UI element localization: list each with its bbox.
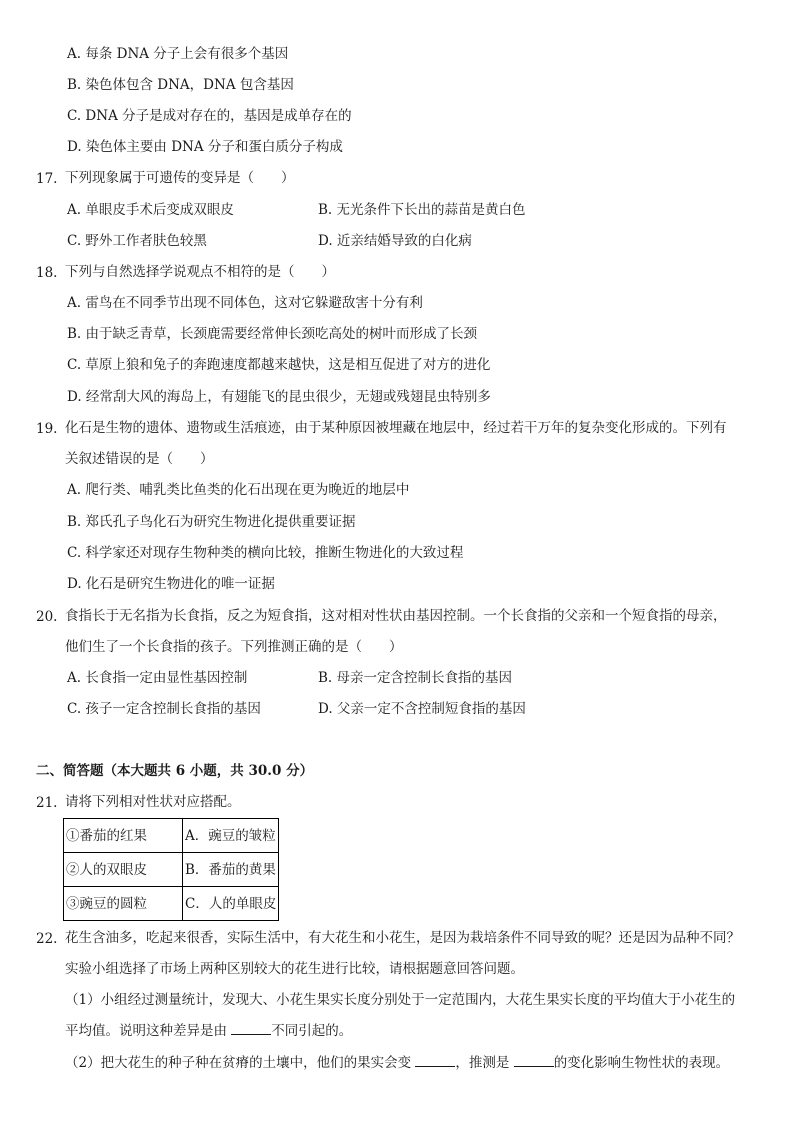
q22-part2-line (65, 1054, 729, 1072)
q20-number: 20. (36, 609, 58, 625)
q20-option-c: C. 孩子一定含控制长食指的基因 (67, 701, 261, 717)
q22-part1-line2 (65, 1022, 352, 1040)
q17-option-b: B. 无光条件下长出的蒜苗是黄白色 (318, 202, 526, 218)
q22-part2-text-c: 的变化影响生物性状的表现。 (553, 1055, 730, 1071)
q17-number: 17. (36, 171, 58, 187)
q18-option-a: A. 雷鸟在不同季节出现不同体色，这对它躲避敌害十分有利 (67, 295, 423, 311)
matching-table (63, 818, 279, 921)
q22-stem-line1: 花生含油多，吃起来很香，实际生活中，有大花生和小花生，是因为栽培条件不同导致的呢？还是因为品种不同？ (65, 930, 740, 946)
q18-option-d: D. 经常刮大风的海岛上，有翅能飞的昆虫很少，无翅或残翅昆虫特别多 (67, 389, 491, 405)
table-cell: ③豌豆的圆粒 (64, 887, 183, 921)
q17-option-c: C. 野外工作者肤色较黑 (67, 233, 207, 249)
q18-number: 18. (36, 265, 58, 281)
q22-part1-line1: （1）小组经过测量统计，发现大、小花生果实长度分别处于一定范围内，大花生果实长度的平均值大于小花生的 (65, 992, 736, 1008)
answer-blank[interactable] (231, 1022, 271, 1035)
q20-stem-line1: 食指长于无名指为长食指，反之为短食指，这对相对性状由基因控制。一个长食指的父亲和一个短食指的母亲， (65, 608, 727, 624)
table-cell: ①番茄的红果 (64, 819, 183, 853)
q16-option-c: C. DNA 分子是成对存在的，基因是成单存在的 (67, 108, 352, 124)
q19-option-c: C. 科学家还对现存生物种类的横向比较，推断生物进化的大致过程 (67, 545, 464, 561)
q16-option-a: A. 每条 DNA 分子上会有很多个基因 (67, 46, 289, 62)
table-cell: B．番茄的黄果 (183, 853, 279, 887)
q19-option-a: A. 爬行类、哺乳类比鱼类的化石出现在更为晚近的地层中 (67, 482, 410, 498)
q19-option-b: B. 郑氏孔子鸟化石为研究生物进化提供重要证据 (67, 514, 356, 530)
answer-blank[interactable] (514, 1054, 554, 1067)
table-cell: C．人的单眼皮 (183, 887, 279, 921)
q20-option-d: D. 父亲一定不含控制短食指的基因 (318, 701, 526, 717)
q20-option-a: A. 长食指一定由显性基因控制 (67, 670, 248, 686)
table-cell: A．豌豆的皱粒 (183, 819, 279, 853)
q20-option-b: B. 母亲一定含控制长食指的基因 (318, 670, 513, 686)
table-cell: ②人的双眼皮 (64, 853, 183, 887)
table-row (64, 819, 279, 853)
q20-stem-line2: 他们生了一个长食指的孩子。下列推测正确的是（ ） (65, 639, 403, 655)
q17-stem: 下列现象属于可遗传的变异是（ ） (65, 170, 295, 186)
table-row (64, 853, 279, 887)
q22-part2-text-a: （2）把大花生的种子种在贫瘠的土壤中，他们的果实会变 (65, 1055, 412, 1071)
q22-stem-line2: 实验小组选择了市场上两种区别较大的花生进行比较，请根据题意回答问题。 (65, 961, 524, 977)
q21-stem: 请将下列相对性状对应搭配。 (65, 794, 241, 810)
q22-part1-text-a: 平均值。说明这种差异是由 (65, 1023, 227, 1039)
q19-stem-line1: 化石是生物的遗体、遗物或生活痕迹，由于某种原因被埋藏在地层中，经过若干万年的复杂变化形成的。下列有 (65, 420, 727, 436)
q18-option-b: B. 由于缺乏青草，长颈鹿需要经常伸长颈吃高处的树叶而形成了长颈 (67, 326, 478, 342)
q17-option-d: D. 近亲结婚导致的白化病 (318, 233, 472, 249)
q16-option-b: B. 染色体包含 DNA，DNA 包含基因 (67, 77, 294, 93)
q22-number: 22. (36, 931, 58, 947)
q22-part1-text-b: 不同引起的。 (271, 1023, 353, 1039)
q18-option-c: C. 草原上狼和兔子的奔跑速度都越来越快，这是相互促进了对方的进化 (67, 357, 491, 373)
q19-number: 19. (36, 421, 58, 437)
q22-part2-text-b: ，推测是 (455, 1055, 510, 1071)
q16-option-d: D. 染色体主要由 DNA 分子和蛋白质分子构成 (67, 139, 343, 155)
table-row (64, 887, 279, 921)
q19-option-d: D. 化石是研究生物进化的唯一证据 (67, 576, 275, 592)
section-heading: 二、简答题（本大题共 6 小题，共 30.0 分） (36, 763, 314, 779)
q17-option-a: A. 单眼皮手术后变成双眼皮 (67, 202, 234, 218)
q19-stem-line2: 关叙述错误的是（ ） (65, 451, 214, 467)
answer-blank[interactable] (415, 1054, 455, 1067)
q21-number: 21. (36, 795, 58, 811)
q18-stem: 下列与自然选择学说观点不相符的是（ ） (65, 264, 335, 280)
